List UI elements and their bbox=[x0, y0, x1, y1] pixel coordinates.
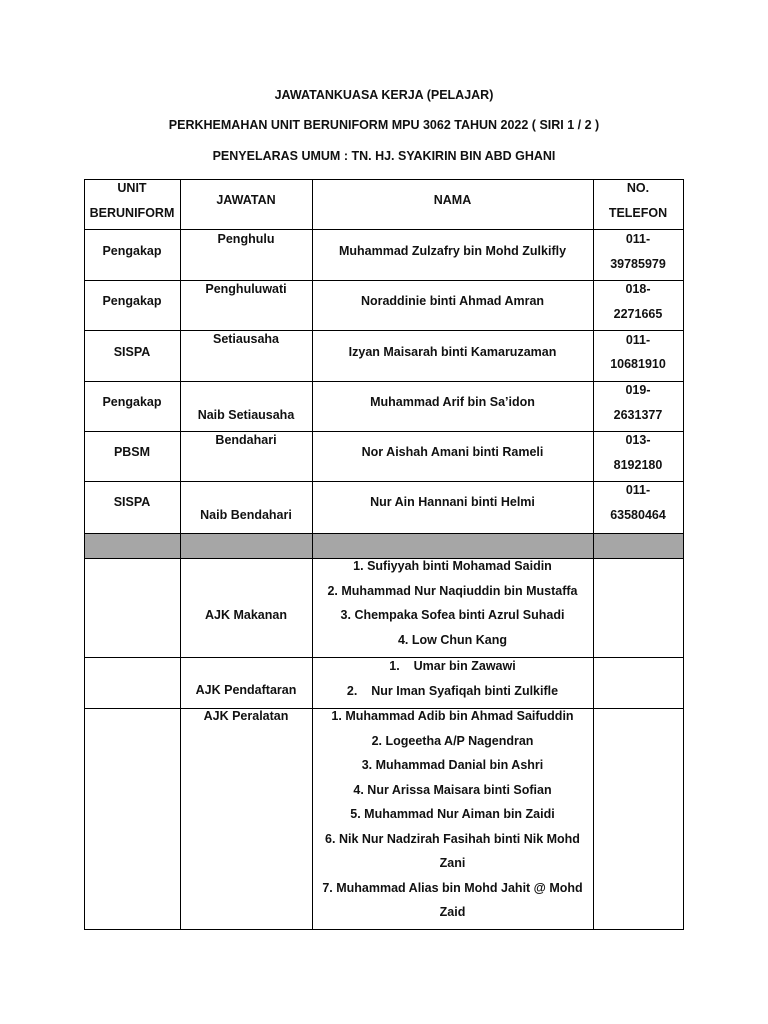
table-row-telefon: 39785979 bbox=[610, 257, 666, 271]
table-row-telefon: 013- bbox=[625, 433, 651, 447]
list-item: 3. Chempaka Sofea binti Azrul Suhadi bbox=[340, 608, 565, 622]
committee-members bbox=[312, 554, 593, 652]
table-row-jawatan: Bendahari bbox=[215, 433, 277, 447]
table-row-jawatan: Penghuluwati bbox=[205, 282, 287, 296]
list-item: 2. Nur Iman Syafiqah binti Zulkifle bbox=[346, 683, 559, 698]
table-row-nama: Muhammad Arif bin Sa’idon bbox=[370, 395, 535, 409]
table-row-unit: PBSM bbox=[113, 445, 151, 459]
document-subtitle: PERKHEMAHAN UNIT BERUNIFORM MPU 3062 TAHUN 2022 ( SIRI 1 / 2 ) bbox=[168, 118, 600, 132]
table-row-unit: Pengakap bbox=[102, 395, 162, 409]
header-jawatan: JAWATAN bbox=[216, 193, 276, 207]
list-item: Zaid bbox=[439, 905, 466, 919]
table-row-nama: Noraddinie binti Ahmad Amran bbox=[360, 294, 545, 308]
header-telefon: NO. bbox=[626, 181, 650, 195]
committee-jawatan: AJK Makanan bbox=[205, 608, 287, 622]
list-item: 2. Muhammad Nur Naqiuddin bin Mustaffa bbox=[327, 583, 578, 598]
list-item: 4. Low Chun Kang bbox=[397, 632, 508, 647]
table-row-jawatan: Naib Bendahari bbox=[200, 508, 292, 522]
header-unit: BERUNIFORM bbox=[89, 206, 175, 220]
table-row-nama: Muhammad Zulzafry bin Mohd Zulkifly bbox=[338, 244, 567, 258]
header-unit: UNIT bbox=[117, 181, 147, 195]
coordinator-line: PENYELARAS UMUM : TN. HJ. SYAKIRIN BIN ABD GHANI bbox=[212, 149, 556, 163]
header-telefon: TELEFON bbox=[608, 206, 668, 220]
header-nama: NAMA bbox=[433, 193, 472, 207]
committee-members bbox=[312, 654, 593, 703]
table-border bbox=[84, 929, 684, 930]
table-border bbox=[84, 533, 684, 534]
table-row-telefon: 2271665 bbox=[613, 307, 663, 321]
list-item: 1. Umar bin Zawawi bbox=[389, 659, 516, 673]
separator-cell bbox=[181, 534, 312, 558]
list-item: 3. Muhammad Danial bin Ashri bbox=[361, 758, 544, 772]
table-row-telefon: 10681910 bbox=[610, 357, 666, 371]
separator-cell bbox=[85, 534, 180, 558]
table-row-nama: Izyan Maisarah binti Kamaruzaman bbox=[348, 345, 557, 359]
table-row-telefon: 011- bbox=[625, 333, 651, 347]
table-row-unit: Pengakap bbox=[102, 294, 162, 308]
table-border bbox=[683, 179, 684, 930]
table-row-jawatan: Naib Setiausaha bbox=[197, 408, 295, 422]
table-row-telefon: 8192180 bbox=[613, 458, 663, 472]
table-row-jawatan: Penghulu bbox=[217, 232, 275, 246]
table-row-telefon: 011- bbox=[625, 232, 651, 246]
table-row-jawatan: Setiausaha bbox=[212, 332, 279, 346]
list-item: 6. Nik Nur Nadzirah Fasihah binti Nik Mohd bbox=[325, 831, 580, 846]
list-item: 7. Muhammad Alias bin Mohd Jahit @ Mohd bbox=[322, 880, 583, 895]
table-row-telefon: 018- bbox=[625, 282, 651, 296]
document-title: JAWATANKUASA KERJA (PELAJAR) bbox=[274, 88, 494, 102]
table-row-unit: Pengakap bbox=[102, 244, 162, 258]
table-row-telefon: 011- bbox=[625, 483, 651, 497]
table-row-unit: SISPA bbox=[113, 345, 151, 359]
list-item: 1. Sufiyyah binti Mohamad Saidin bbox=[353, 559, 552, 573]
table-row-telefon: 019- bbox=[625, 383, 651, 397]
table-row-unit: SISPA bbox=[113, 495, 151, 509]
committee-jawatan: AJK Peralatan bbox=[203, 709, 289, 723]
list-item: Zani bbox=[439, 856, 466, 870]
table-row-nama: Nur Ain Hannani binti Helmi bbox=[370, 495, 535, 509]
list-item: 5. Muhammad Nur Aiman bin Zaidi bbox=[350, 807, 555, 821]
list-item: 4. Nur Arissa Maisara binti Sofian bbox=[353, 782, 552, 797]
list-item: 2. Logeetha A/P Nagendran bbox=[371, 733, 534, 748]
table-row-nama: Nor Aishah Amani binti Rameli bbox=[361, 445, 544, 459]
separator-cell bbox=[594, 534, 684, 558]
table-row-telefon: 63580464 bbox=[610, 508, 666, 522]
committee-jawatan: AJK Pendaftaran bbox=[195, 683, 297, 697]
committee-members bbox=[312, 704, 593, 925]
table-row-telefon: 2631377 bbox=[613, 408, 663, 422]
list-item: 1. Muhammad Adib bin Ahmad Saifuddin bbox=[331, 709, 574, 723]
